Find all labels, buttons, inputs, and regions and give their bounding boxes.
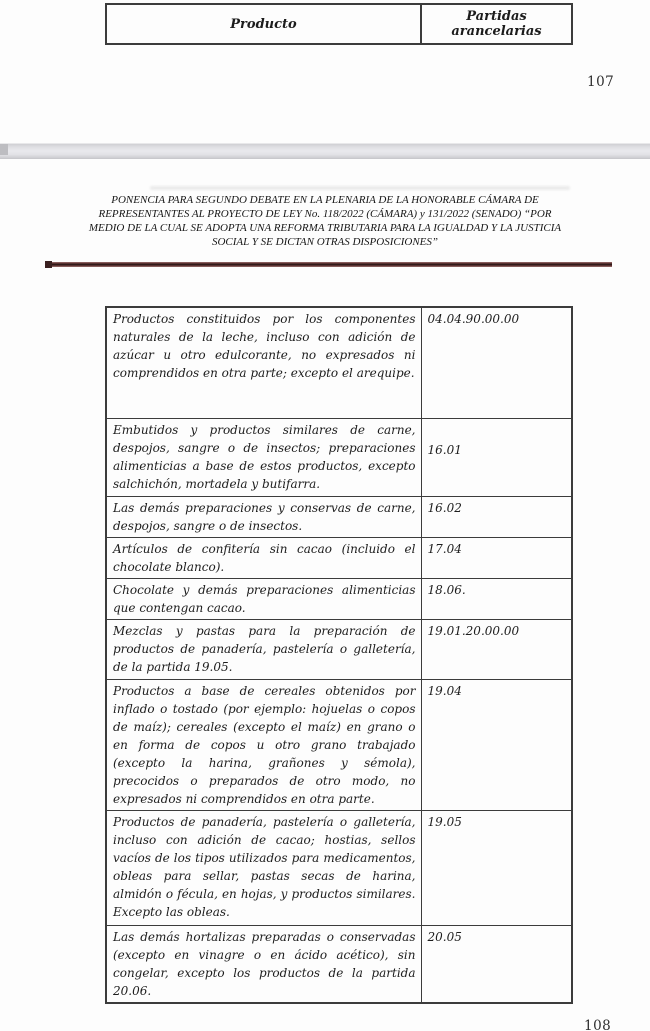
tariff-code-cell: 17.04 [421,537,572,578]
scan-artifact [150,186,570,190]
tariff-table [105,306,573,1004]
column-header-producto: Producto [106,4,421,44]
column-header-partidas: Partidas arancelarias [421,4,572,44]
table-row [106,307,572,418]
tariff-code-cell: 19.04 [421,679,572,810]
document-title-line: SOCIAL Y SE DICTAN OTRAS DISPOSICIONES” [211,236,439,248]
previous-page-table-header [105,3,573,45]
product-cell: Productos de panadería, pastelería o galletería, incluso con adición de cacao; hostias, sellos vacíos de los tipos utilizados para medicamentos, obleas para sellar, pastas secas de harina, almidón o fécula, en hojas, y productos similares. Excepto las obleas. [106,810,421,925]
title-horizontal-rule [45,262,612,267]
tariff-code-cell: 18.06. [421,578,572,619]
tariff-code-cell: 04.04.90.00.00 [421,307,572,418]
table-row [106,679,572,810]
table-header-row [106,4,572,44]
table-row [106,496,572,537]
product-cell: Las demás preparaciones y conservas de carne, despojos, sangre o de insectos. [106,496,421,537]
page-number-top: 107 [587,74,615,90]
table-row [106,578,572,619]
table-row [106,925,572,1003]
product-cell: Mezclas y pastas para la preparación de productos de panadería, pastelería o galletería, de la partida 19.05. [106,619,421,679]
page-number-bottom: 108 [584,1018,612,1031]
tariff-code-cell: 19.05 [421,810,572,925]
product-cell: Las demás hortalizas preparadas o conservadas (excepto en vinagre o en ácido acético), sin congelar, excepto los productos de la partida 20.06. [106,925,421,1003]
table-row [106,537,572,578]
product-cell: Chocolate y demás preparaciones alimenticias que contengan cacao. [106,578,421,619]
table-row [106,418,572,496]
table-row [106,810,572,925]
table-row [106,619,572,679]
product-cell: Embutidos y productos similares de carne, despojos, sangre o de insectos; preparaciones alimenticias a base de estos productos, excepto salchichón, mortadela y butifarra. [106,418,421,496]
product-cell: Artículos de confitería sin cacao (incluido el chocolate blanco). [106,537,421,578]
tariff-code-cell: 20.05 [421,925,572,1003]
document-title-line: PONENCIA PARA SEGUNDO DEBATE EN LA PLENARIA DE LA HONORABLE CÁMARA DE [111,194,539,206]
tariff-code-cell: 16.02 [421,496,572,537]
product-cell: Productos a base de cereales obtenidos por inflado o tostado (por ejemplo: hojuelas o copos de maíz); cereales (excepto el maíz) en grano o en forma de copos u otro grano trabajado (excepto la harina, grañones y sémola), precocidos o preparados de otro modo, no expresados ni comprendidos en otra parte. [106,679,421,810]
separator-notch [0,144,8,155]
tariff-code-cell: 16.01 [421,418,572,496]
product-cell: Productos constituidos por los componentes naturales de la leche, incluso con adición de azúcar u otro edulcorante, no expresados ni comprendidos en otra parte; excepto el arequipe. [106,307,421,418]
document-title [40,193,610,249]
tariff-code-cell: 19.01.20.00.00 [421,619,572,679]
document-title-line: MEDIO DE LA CUAL SE ADOPTA UNA REFORMA TRIBUTARIA PARA LA IGUALDAD Y LA JUSTICIA [88,222,562,234]
page-separator [0,143,650,159]
tariff-table-body [106,307,572,1003]
document-title-line: REPRESENTANTES AL PROYECTO DE LEY No. 118/2022 (CÁMARA) y 131/2022 (SENADO) “POR [98,208,552,220]
